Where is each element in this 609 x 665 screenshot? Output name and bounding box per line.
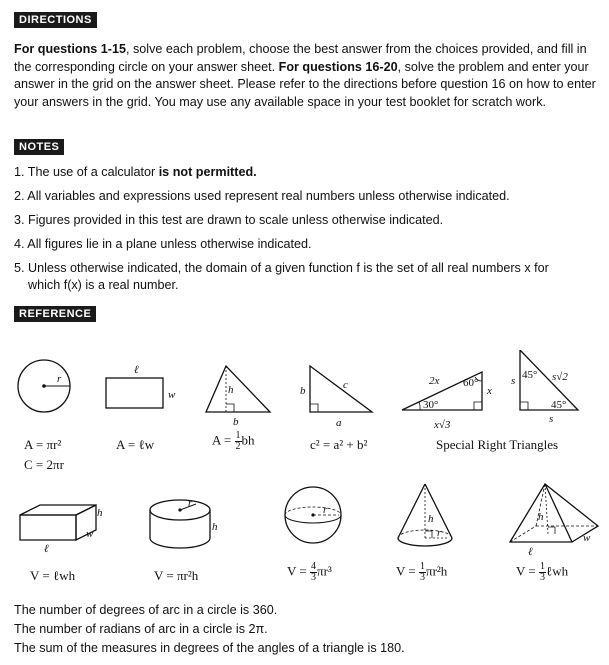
pyr-vol-right: ℓwh bbox=[546, 563, 569, 579]
directions-bold-1: For questions 1-15 bbox=[14, 42, 126, 56]
special-60-label: 60° bbox=[463, 377, 479, 389]
cylinder-figure bbox=[150, 497, 218, 548]
directions-text-1: , solve each problem, choose the best answer from the choices provided, and fill in the corresponding circle on your answer sheet. bbox=[14, 42, 587, 74]
three-den-3: 3 bbox=[540, 572, 545, 583]
triangle-area-right: bh bbox=[241, 432, 255, 448]
pyr-vol-left: V = bbox=[516, 563, 536, 579]
special-45-right-label: 45° bbox=[551, 399, 567, 411]
circle-area-formula: A = πr² bbox=[24, 437, 62, 452]
note-1-text: 1. The use of a calculator bbox=[14, 165, 159, 179]
cone-h-label: h bbox=[428, 513, 434, 525]
special-30-label: 30° bbox=[423, 399, 439, 411]
special-2x-label: 2x bbox=[429, 375, 440, 387]
triangle-area-figure bbox=[206, 366, 270, 428]
three-den-2: 3 bbox=[420, 572, 425, 583]
sphere-figure bbox=[285, 487, 341, 543]
note-2: 2. All variables and expressions used represent real numbers unless otherwise indicated. bbox=[14, 189, 510, 203]
fact-degrees: The number of degrees of arc in a circle is 360. bbox=[14, 603, 278, 617]
triangle-area-formula bbox=[212, 431, 255, 452]
triangle-area-left: A = bbox=[212, 432, 232, 448]
special-triangles-title: Special Right Triangles bbox=[436, 437, 559, 452]
right-triangle-figure bbox=[300, 366, 372, 429]
cone-vol-left: V = bbox=[396, 563, 416, 579]
circle-r-label: r bbox=[57, 373, 62, 385]
one-third-fraction-cone bbox=[419, 562, 426, 583]
rectangle-figure bbox=[106, 364, 176, 408]
pythag-a-label: a bbox=[336, 417, 342, 429]
reference-label: REFERENCE bbox=[14, 306, 96, 322]
note-1-bold: is not permitted. bbox=[158, 165, 257, 179]
pyr-l-label: ℓ bbox=[528, 546, 533, 558]
pyr-w-label: w bbox=[583, 532, 591, 544]
third-num-1: 1 bbox=[420, 561, 425, 572]
cone-volume-formula bbox=[396, 562, 447, 583]
directions-text-2: , solve the problem and enter your answer in the grid on the answer sheet. Please refer to the directions before question 16 on how to enter your answers in the grid. You may use any available space in your test booklet for scratch work. bbox=[14, 59, 596, 109]
note-4: 4. All figures lie in a plane unless otherwise indicated. bbox=[14, 237, 312, 251]
box-volume-formula: V = ℓwh bbox=[30, 568, 76, 583]
pyramid-figure bbox=[510, 484, 598, 558]
cyl-h-label: h bbox=[212, 521, 218, 533]
fact-radians: The number of radians of arc in a circle is 2π. bbox=[14, 622, 268, 636]
triangle-45-45-90-figure bbox=[511, 350, 578, 425]
tri-h-label: h bbox=[228, 384, 234, 396]
fact-triangle-sum: The sum of the measures in degrees of the angles of a triangle is 180. bbox=[14, 641, 405, 655]
note-3: 3. Figures provided in this test are drawn to scale unless otherwise indicated. bbox=[14, 213, 444, 227]
box-h-label: h bbox=[97, 507, 103, 519]
note-5 bbox=[14, 260, 549, 294]
triangle-30-60-90-figure bbox=[402, 372, 492, 431]
three-den-1: 3 bbox=[311, 572, 316, 583]
sphere-volume-formula bbox=[287, 562, 332, 583]
circle-circumference-formula: C = 2πr bbox=[24, 457, 64, 472]
special-45-top-label: 45° bbox=[522, 369, 538, 381]
special-x-label: x bbox=[487, 385, 492, 397]
sphere-vol-right: πr³ bbox=[317, 563, 332, 579]
directions-label: DIRECTIONS bbox=[14, 12, 97, 28]
directions-paragraph bbox=[14, 41, 599, 111]
special-s-bottom-label: s bbox=[549, 413, 554, 425]
cyl-r-label: r bbox=[188, 497, 193, 509]
cylinder-volume-formula: V = πr²h bbox=[154, 568, 199, 583]
rectangle-area-formula: A = ℓw bbox=[116, 437, 155, 452]
pyr-h-label: h bbox=[538, 511, 544, 523]
sphere-vol-left: V = bbox=[287, 563, 307, 579]
half-fraction bbox=[235, 431, 242, 452]
special-s-left-label: s bbox=[511, 375, 516, 387]
special-xroot3-label: x√3 bbox=[434, 419, 451, 431]
cone-figure bbox=[398, 484, 452, 546]
cone-vol-right: πr²h bbox=[426, 563, 448, 579]
cone-r-label: r bbox=[437, 527, 442, 539]
directions-bold-2: For questions 16-20 bbox=[278, 59, 398, 74]
rect-w-label: w bbox=[168, 389, 176, 401]
half-num: 1 bbox=[235, 430, 241, 441]
pythag-b-label: b bbox=[300, 385, 306, 397]
circle-figure bbox=[18, 360, 70, 412]
note-5-line-2: which f(x) is a real number. bbox=[28, 278, 179, 292]
pythagorean-formula: c² = a² + b² bbox=[310, 437, 368, 452]
tri-b-label: b bbox=[233, 416, 239, 428]
third-num-2: 1 bbox=[540, 561, 545, 572]
box-figure bbox=[20, 505, 103, 555]
pyramid-volume-formula bbox=[516, 562, 568, 583]
sphere-r-label: r bbox=[323, 504, 328, 516]
one-third-fraction-pyr bbox=[539, 562, 546, 583]
note-1 bbox=[14, 164, 257, 181]
half-den: 2 bbox=[235, 441, 241, 452]
note-5-line-1: 5. Unless otherwise indicated, the domain of a given function f is the set of all real numbers x for bbox=[14, 261, 549, 275]
four-thirds-fraction bbox=[310, 562, 317, 583]
four-num: 4 bbox=[311, 561, 316, 572]
box-l-label: ℓ bbox=[44, 543, 49, 555]
notes-label: NOTES bbox=[14, 139, 64, 155]
special-sroot2-label: s√2 bbox=[552, 371, 568, 383]
pythag-c-label: c bbox=[343, 379, 348, 391]
box-w-label: w bbox=[86, 528, 94, 540]
reference-facts bbox=[14, 601, 405, 658]
rect-l-label: ℓ bbox=[134, 364, 139, 376]
